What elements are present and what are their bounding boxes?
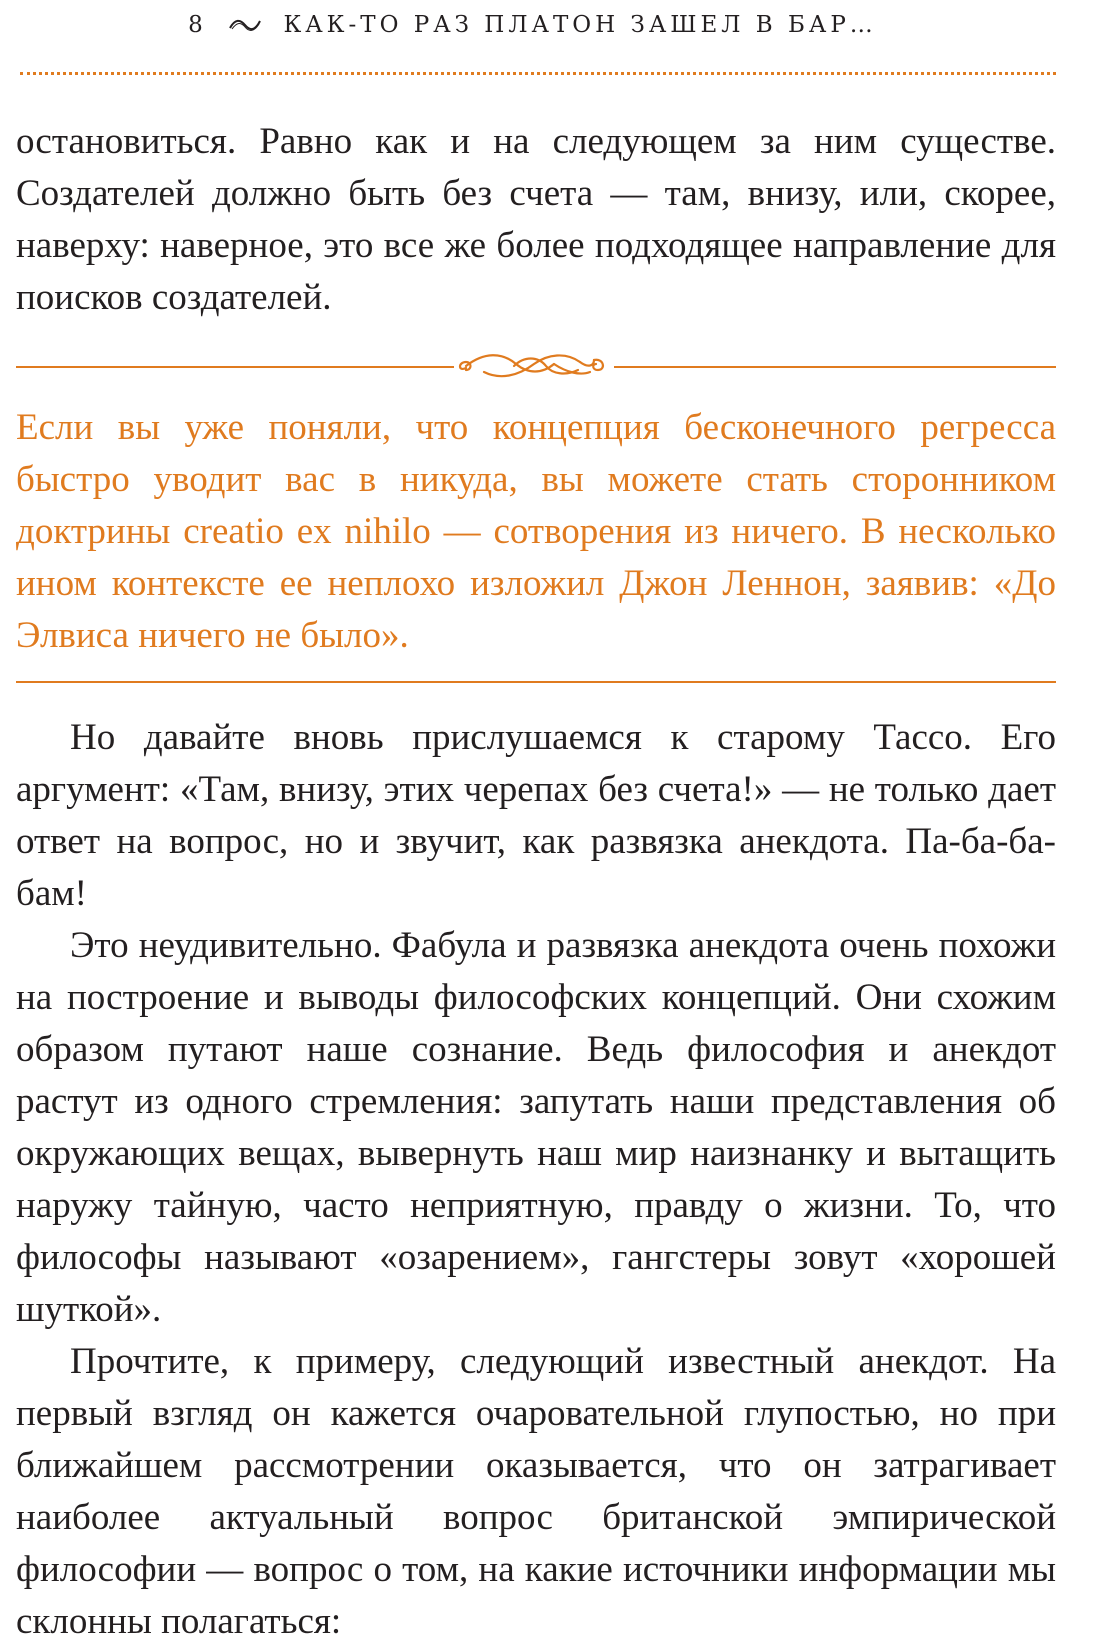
body-text <box>16 712 1056 1648</box>
intro-paragraph: остановиться. Равно как и на следующем за ним существе. Создателей должно быть без счета — там, внизу, или, скорее, наверху: наверное, это все же более подходящее направление для поисков создателей. <box>16 121 1056 318</box>
page-number: 8 <box>188 12 207 38</box>
running-title: КАК-ТО РАЗ ПЛАТОН ЗАШЕЛ В БАР… <box>283 12 877 38</box>
swash-tilde-icon <box>228 13 262 39</box>
running-header <box>0 12 1065 39</box>
callout-text: Если вы уже поняли, что концепция бесконечного регресса быстро уводит вас в никуда, вы можете стать сторонником доктрины creatio ex nihilo — сотворения из ничего. В несколько ином контексте ее неплохо изложил Джон Леннон, заявив: «До Элвиса ничего не было». <box>16 407 1056 656</box>
body-paragraph: Это неудивительно. Фабула и развязка анекдота очень похожи на построение и выводы философских концепций. Они схожим образом путают наше сознание. Ведь философия и анекдот растут из одного стремления: запутать наши представления об окружающих вещах, вывернуть наш мир наизнанку и вытащить наружу тайную, часто неприятную, правду о жизни. То, что философы называют «озарением», гангстеры зовут «хорошей шуткой». <box>16 925 1056 1330</box>
callout-box <box>16 402 1056 662</box>
body-paragraph: Но давайте вновь прислушаемся к старому Тассо. Его аргумент: «Там, внизу, этих черепах без счета!» — не только дает ответ на вопрос, но и звучит, как развязка анекдота. Па-ба-ба-бам! <box>16 717 1056 914</box>
body-paragraph: Прочтите, к примеру, следующий известный анекдот. На первый взгляд он кажется очаровательной глупостью, но при ближайшем рассмотрении оказывается, что он затрагивает наиболее актуальный вопрос британской эмпирической философии — вопрос о том, на какие источники информации мы склонны полагаться: <box>16 1341 1056 1642</box>
intro-paragraph-block <box>16 116 1056 324</box>
header-dotted-divider <box>20 72 1056 75</box>
callout-bottom-rule <box>16 681 1056 683</box>
flourish-ornament-icon <box>454 342 614 388</box>
